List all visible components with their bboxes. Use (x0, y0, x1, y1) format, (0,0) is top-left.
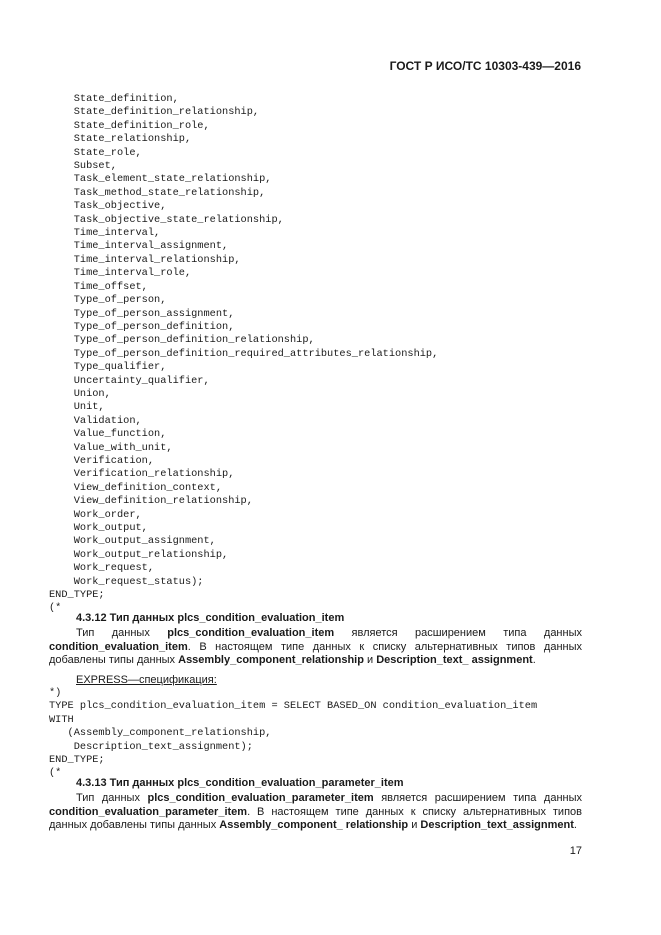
code-line: Uncertainty_qualifier, (49, 374, 210, 387)
section-paragraph-4-3-12: Тип данных plcs_condition_evaluation_item является расширением типа данных condition_evaluation_item. В настоящем типе данных к списку альтернативных типов данных добавлены типы данных Assembly_component_relationship и Description_text_ assignment. (49, 627, 582, 666)
code-line: Work_output_relationship, (49, 548, 229, 561)
code-line: WITH (49, 713, 74, 726)
code-line: Subset, (49, 160, 117, 173)
code-line: Description_text_assignment); (49, 740, 253, 753)
code-line: Task_objective, (49, 200, 167, 213)
code-line: Time_interval_role, (49, 267, 192, 280)
code-line: Task_method_state_relationship, (49, 186, 266, 199)
code-line: (Assembly_component_relationship, (49, 727, 272, 740)
section-heading-4-3-13: 4.3.13 Тип данных plcs_condition_evaluation_parameter_item (76, 777, 404, 789)
code-line: State_role, (49, 146, 142, 159)
code-line: Work_request_status); (49, 575, 204, 588)
code-line: View_definition_context, (49, 481, 223, 494)
code-line: Work_output, (49, 522, 148, 534)
code-line: Task_objective_state_relationship, (49, 213, 284, 226)
code-line: Time_interval, (49, 227, 161, 240)
code-line: State_definition_role, (49, 119, 210, 132)
code-line: Type_of_person_definition_relationship, (49, 334, 315, 347)
code-line: Time_offset, (49, 280, 148, 293)
code-line: Verification, (49, 454, 155, 467)
code-line: Type_of_person_assignment, (49, 307, 235, 320)
code-line: Unit, (49, 401, 105, 414)
code-line: Validation, (49, 414, 142, 427)
code-line: (* (49, 602, 62, 615)
code-line: Type_of_person, (49, 294, 167, 307)
code-line: (* (49, 767, 62, 780)
code-line: Verification_relationship, (49, 468, 235, 481)
code-line: View_definition_relationship, (49, 495, 253, 508)
section-paragraph-4-3-13: Тип данных plcs_condition_evaluation_parameter_item является расширением типа данных condition_evaluation_parameter_item. В настоящем типе данных к списку альтернативных типов данных добавлены типы данных Assembly_component_ relationship и Description_text_assignment. (49, 792, 582, 831)
code-line: Task_element_state_relationship, (49, 173, 272, 186)
code-line: Time_interval_relationship, (49, 253, 241, 266)
code-line: State_definition_relationship, (49, 106, 260, 119)
code-line: Value_with_unit, (49, 441, 173, 454)
page-number: 17 (569, 845, 582, 857)
document-header: ГОСТ Р ИСО/ТС 10303-439—2016 (389, 59, 581, 73)
code-line: Value_function, (49, 428, 167, 441)
select-list-code (49, 93, 438, 616)
code-line: Type_of_person_definition, (49, 320, 235, 333)
code-line: State_definition, (49, 93, 179, 105)
code-line: State_relationship, (49, 133, 192, 146)
code-line: TYPE plcs_condition_evaluation_item = SELECT BASED_ON condition_evaluation_item (49, 700, 538, 713)
code-line: *) (49, 687, 62, 699)
code-line: END_TYPE; (49, 589, 105, 602)
section-heading-4-3-12: 4.3.12 Тип данных plcs_condition_evaluation_item (76, 612, 345, 624)
code-line: Type_of_person_definition_required_attributes_relationship, (49, 347, 439, 360)
code-line: Type_qualifier, (49, 361, 167, 374)
code-line: Work_output_assignment, (49, 535, 216, 548)
code-line: Time_interval_assignment, (49, 240, 229, 253)
express-code-block (49, 687, 537, 781)
code-line: Work_request, (49, 562, 155, 575)
code-line: Work_order, (49, 508, 142, 521)
code-line: Union, (49, 387, 111, 400)
express-spec-label: EXPRESS—спецификация: (76, 674, 217, 686)
code-line: END_TYPE; (49, 754, 105, 767)
